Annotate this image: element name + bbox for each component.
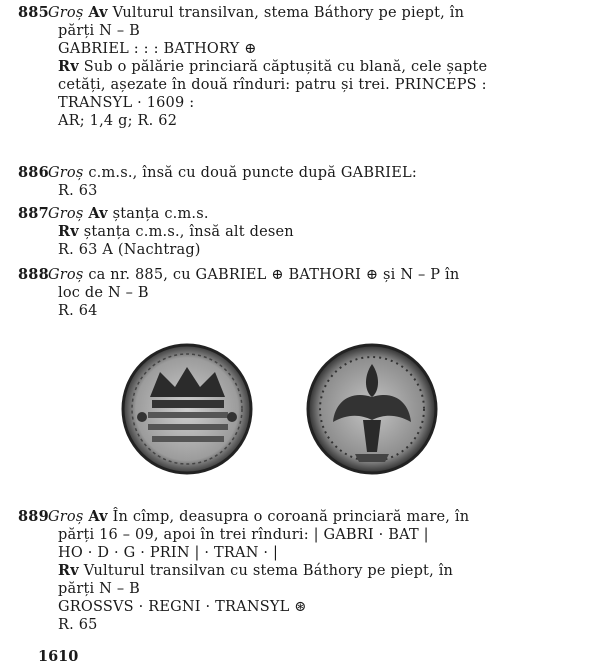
entry-line: părți 16 – 09, apoi în trei rînduri: | GABRI · BAT | (58, 527, 429, 543)
entry-text: ștanța c.m.s., însă alt desen (83, 224, 294, 240)
entry-line: TRANSYL · 1609 : (58, 95, 195, 111)
entry-line (18, 562, 574, 580)
entry-head (18, 266, 574, 284)
entry-line: R. 65 (58, 617, 98, 633)
entry-text: ca nr. 885, cu GABRIEL ⊕ BATHORI ⊕ și N – P în (88, 267, 460, 283)
entry-line (18, 223, 574, 241)
coin-name: Groș (48, 5, 84, 21)
entry-line (18, 58, 574, 76)
entry-head (18, 164, 574, 182)
coin-photos (120, 342, 440, 477)
coin-name: Groș (48, 267, 84, 283)
entry-text: c.m.s., însă cu două puncte după GABRIEL: (88, 165, 417, 181)
coin-reverse-image (305, 342, 440, 477)
entry-887 (18, 205, 574, 259)
entry-text: Sub o pălărie princiară căptușită cu blană, cele șapte (83, 59, 488, 75)
entry-text: În cîmp, deasupra o coroană princiară mare, în (112, 509, 470, 525)
entry-line: cetăți, așezate în două rînduri: patru și trei. PRINCEPS : (58, 77, 487, 93)
entry-text: Vulturul transilvan, stema Báthory pe piept, în (112, 5, 465, 21)
entry-line: R. 63 A (Nachtrag) (58, 242, 201, 258)
entry-number: 888 (18, 266, 49, 283)
entry-line: R. 64 (58, 303, 98, 319)
reverse-label: Rv (58, 58, 79, 75)
entry-line: GROSSVS · REGNI · TRANSYL ⊛ (58, 599, 307, 615)
entry-text: Vulturul transilvan cu stema Báthory pe piept, în (83, 563, 454, 579)
entry-text: ștanța c.m.s. (112, 206, 209, 222)
entry-888 (18, 266, 574, 320)
page-year-heading: 1610 (38, 648, 79, 665)
entry-line: R. 63 (58, 183, 98, 199)
obverse-label: Av (88, 4, 108, 21)
coin-name: Groș (48, 165, 84, 181)
entry-head (18, 508, 574, 526)
entry-number: 889 (18, 508, 49, 525)
entry-line: AR; 1,4 g; R. 62 (58, 113, 178, 129)
reverse-label: Rv (58, 223, 79, 240)
entry-line: părți N – B (58, 23, 140, 39)
entry-line: GABRIEL : : : BATHORY ⊕ (58, 41, 257, 57)
entry-number: 886 (18, 164, 49, 181)
coin-name: Groș (48, 206, 84, 222)
entry-885 (18, 4, 574, 130)
obverse-label: Av (88, 508, 108, 525)
entry-line: loc de N – B (58, 285, 149, 301)
entry-number: 885 (18, 4, 49, 21)
coin-obverse-image (120, 342, 255, 477)
entry-886 (18, 164, 574, 200)
entry-line: părți N – B (58, 581, 140, 597)
obverse-label: Av (88, 205, 108, 222)
coin-name: Groș (48, 509, 84, 525)
entry-line: HO · D · G · PRIN | · TRAN · | (58, 545, 279, 561)
entry-number: 887 (18, 205, 49, 222)
entry-head (18, 205, 574, 223)
reverse-label: Rv (58, 562, 79, 579)
entry-head (18, 4, 574, 22)
entry-889 (18, 508, 574, 634)
